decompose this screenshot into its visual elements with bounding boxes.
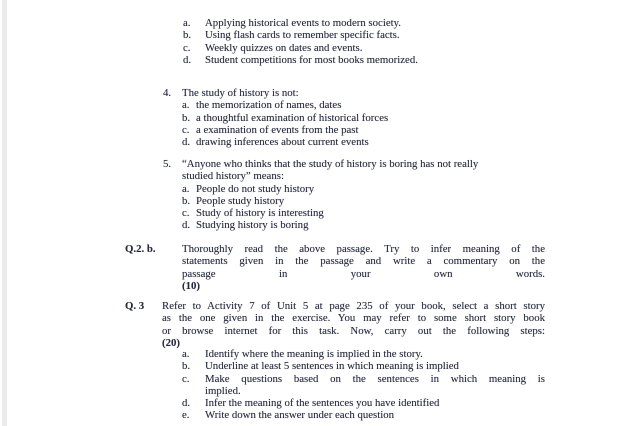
option-text: People study history — [196, 194, 285, 207]
step-text-continuation: implied. — [205, 384, 241, 397]
marks-label: (10) — [182, 279, 200, 292]
option-row — [183, 42, 545, 54]
question-text-line2: studied history” means: — [182, 170, 284, 183]
option-text: the memorization of names, dates — [196, 99, 342, 112]
option-row — [182, 136, 545, 148]
option-text: Studying history is boring — [196, 219, 309, 232]
option-row — [182, 195, 545, 207]
question-4-options — [182, 99, 545, 148]
question-text-line1: “Anyone who thinks that the study of history is boring has not really — [182, 158, 479, 170]
question-q2b — [125, 243, 545, 292]
option-letter: b. — [182, 194, 191, 207]
option-text: Using flash cards to remember specific facts. — [205, 29, 400, 42]
question-text: The study of history is not: — [182, 87, 299, 99]
step-letter: d. — [182, 397, 191, 410]
body-line: or browse internet for this task. Now, carry out the following steps: — [162, 324, 545, 337]
step-row — [182, 360, 545, 372]
option-letter: d. — [182, 136, 191, 149]
option-text: People do not study history — [196, 182, 315, 195]
question-q3 — [125, 300, 545, 349]
option-text: a thoughtful examination of historical forces — [196, 111, 389, 124]
marks-label: (20) — [162, 336, 180, 349]
step-letter: a. — [182, 348, 190, 360]
step-letter: c. — [182, 372, 190, 385]
step-text: Identify where the meaning is implied in the story. — [205, 348, 423, 360]
q3-steps — [182, 348, 545, 422]
question-4 — [163, 87, 545, 148]
question-label: Q.2. b. — [125, 243, 156, 255]
option-text: Study of history is interesting — [196, 207, 324, 220]
question-body — [182, 243, 545, 292]
option-text: a examination of events from the past — [196, 123, 359, 136]
step-row — [182, 397, 545, 409]
option-row — [182, 99, 545, 111]
question-label: Q. 3 — [125, 300, 145, 312]
option-text: Student competitions for most books memorized. — [205, 53, 418, 66]
step-row — [182, 409, 545, 421]
option-row — [183, 17, 545, 29]
option-row — [182, 219, 545, 231]
question-row — [163, 87, 545, 99]
scan-edge-strip — [2, 0, 7, 426]
step-row — [182, 373, 545, 385]
step-row — [182, 348, 545, 360]
option-row — [182, 124, 545, 136]
step-letter: b. — [182, 360, 191, 373]
question-number: 4. — [163, 87, 172, 99]
option-row — [183, 54, 545, 66]
option-letter: d. — [183, 53, 192, 66]
option-letter: b. — [183, 29, 192, 42]
option-row — [182, 112, 545, 124]
question-5-options — [182, 183, 545, 232]
body-line: Refer to Activity 7 of Unit 5 at page 235 of your book, select a short story — [162, 300, 545, 312]
option-letter: a. — [182, 182, 190, 195]
option-text: Weekly quizzes on dates and events. — [205, 41, 363, 54]
option-row — [183, 29, 545, 41]
option-row — [182, 207, 545, 219]
body-line: as the one given in the exercise. You may refer to some short story book — [162, 312, 545, 325]
question-5 — [163, 158, 545, 232]
option-letter: b. — [182, 111, 191, 124]
question-body — [162, 300, 545, 349]
option-letter: a. — [182, 99, 190, 112]
option-letter: d. — [182, 219, 191, 232]
body-line: passage in your own words. — [182, 267, 545, 280]
option-row — [182, 183, 545, 195]
option-letter: a. — [183, 17, 191, 29]
option-letter: c. — [183, 41, 191, 54]
step-text: Underline at least 5 sentences in which meaning is implied — [205, 360, 459, 373]
option-text: drawing inferences about current events — [196, 136, 369, 149]
step-letter: e. — [182, 409, 190, 422]
body-line: statements given in the passage and write a commentary on the — [182, 255, 545, 268]
body-line: Thoroughly read the above passage. Try to infer meaning of the — [182, 243, 545, 255]
step-text: Make questions based on the sentences in which meaning is — [205, 372, 545, 385]
mcq-options-top — [183, 17, 545, 66]
option-letter: c. — [182, 123, 190, 136]
question-row — [163, 158, 545, 170]
option-letter: c. — [182, 207, 190, 220]
option-text: Applying historical events to modern society. — [205, 17, 402, 29]
step-text: Write down the answer under each question — [205, 409, 395, 422]
step-text: Infer the meaning of the sentences you have identified — [205, 397, 440, 410]
question-number: 5. — [163, 158, 172, 170]
